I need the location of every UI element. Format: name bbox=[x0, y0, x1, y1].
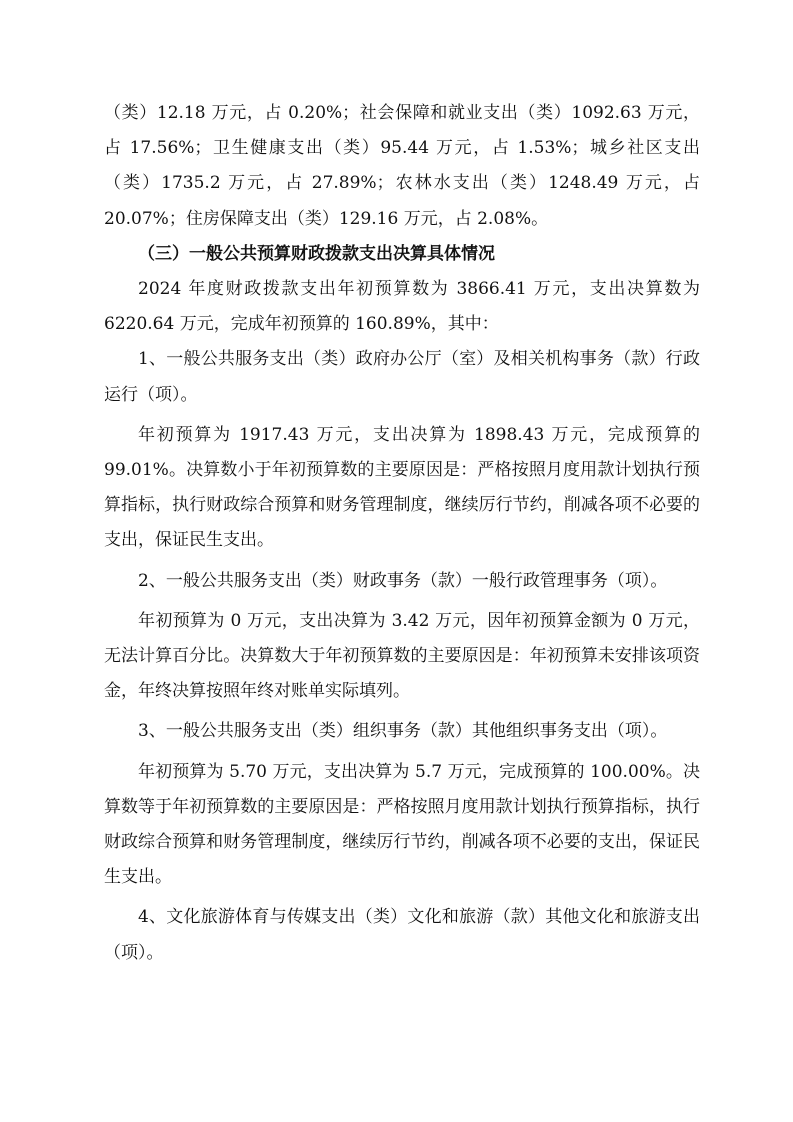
item-2-detail: 年初预算为 0 万元，支出决算为 3.42 万元，因年初预算金额为 0 万元，无法计算百分比。决算数大于年初预算数的主要原因是：年初预算未安排该项资金，年终决算按照年终对账单实际填列。 bbox=[104, 610, 700, 702]
item-4-title: 4、文化旅游体育与传媒支出（类）文化和旅游（款）其他文化和旅游支出（项）。 bbox=[104, 907, 700, 963]
section-heading: （三）一般公共预算财政拨款支出决算具体情况 bbox=[138, 243, 495, 264]
paragraph-expenditure-breakdown: （类）12.18 万元，占 0.20%；社会保障和就业支出（类）1092.63 万元，占 17.56%；卫生健康支出（类）95.44 万元，占 1.53%；城乡社区支出（类）1735.2 万元，占 27.89%；农林水支出（类）1248.49 万元，占 20.07%；住房保障支出（类）129.16 万元，占 2.08%。 bbox=[104, 103, 700, 229]
item-3-detail: 年初预算为 5.70 万元，支出决算为 5.7 万元，完成预算的 100.00%。决算数等于年初预算数的主要原因是：严格按照月度用款计划执行预算指标，执行财政综合预算和财务管理制度，继续厉行节约，削减各项不必要的支出，保证民生支出。 bbox=[104, 761, 700, 888]
item-2-title: 2、一般公共服务支出（类）财政事务（款）一般行政管理事务（项）。 bbox=[138, 570, 668, 591]
item-3-title: 3、一般公共服务支出（类）组织事务（款）其他组织事务支出（项）。 bbox=[138, 721, 668, 742]
document-page bbox=[104, 96, 700, 971]
paragraph-budget-summary: 2024 年度财政拨款支出年初预算数为 3866.41 万元，支出决算数为 6220.64 万元，完成年初预算的 160.89%，其中： bbox=[104, 279, 700, 335]
item-1-title: 1、一般公共服务支出（类）政府办公厅（室）及相关机构事务（款）行政运行（项）。 bbox=[104, 349, 700, 405]
item-1-detail: 年初预算为 1917.43 万元，支出决算为 1898.43 万元，完成预算的 99.01%。决算数小于年初预算数的主要原因是：严格按照月度用款计划执行预算指标，执行财政综合预算和财务管理制度，继续厉行节约，削减各项不必要的支出，保证民生支出。 bbox=[104, 424, 700, 551]
